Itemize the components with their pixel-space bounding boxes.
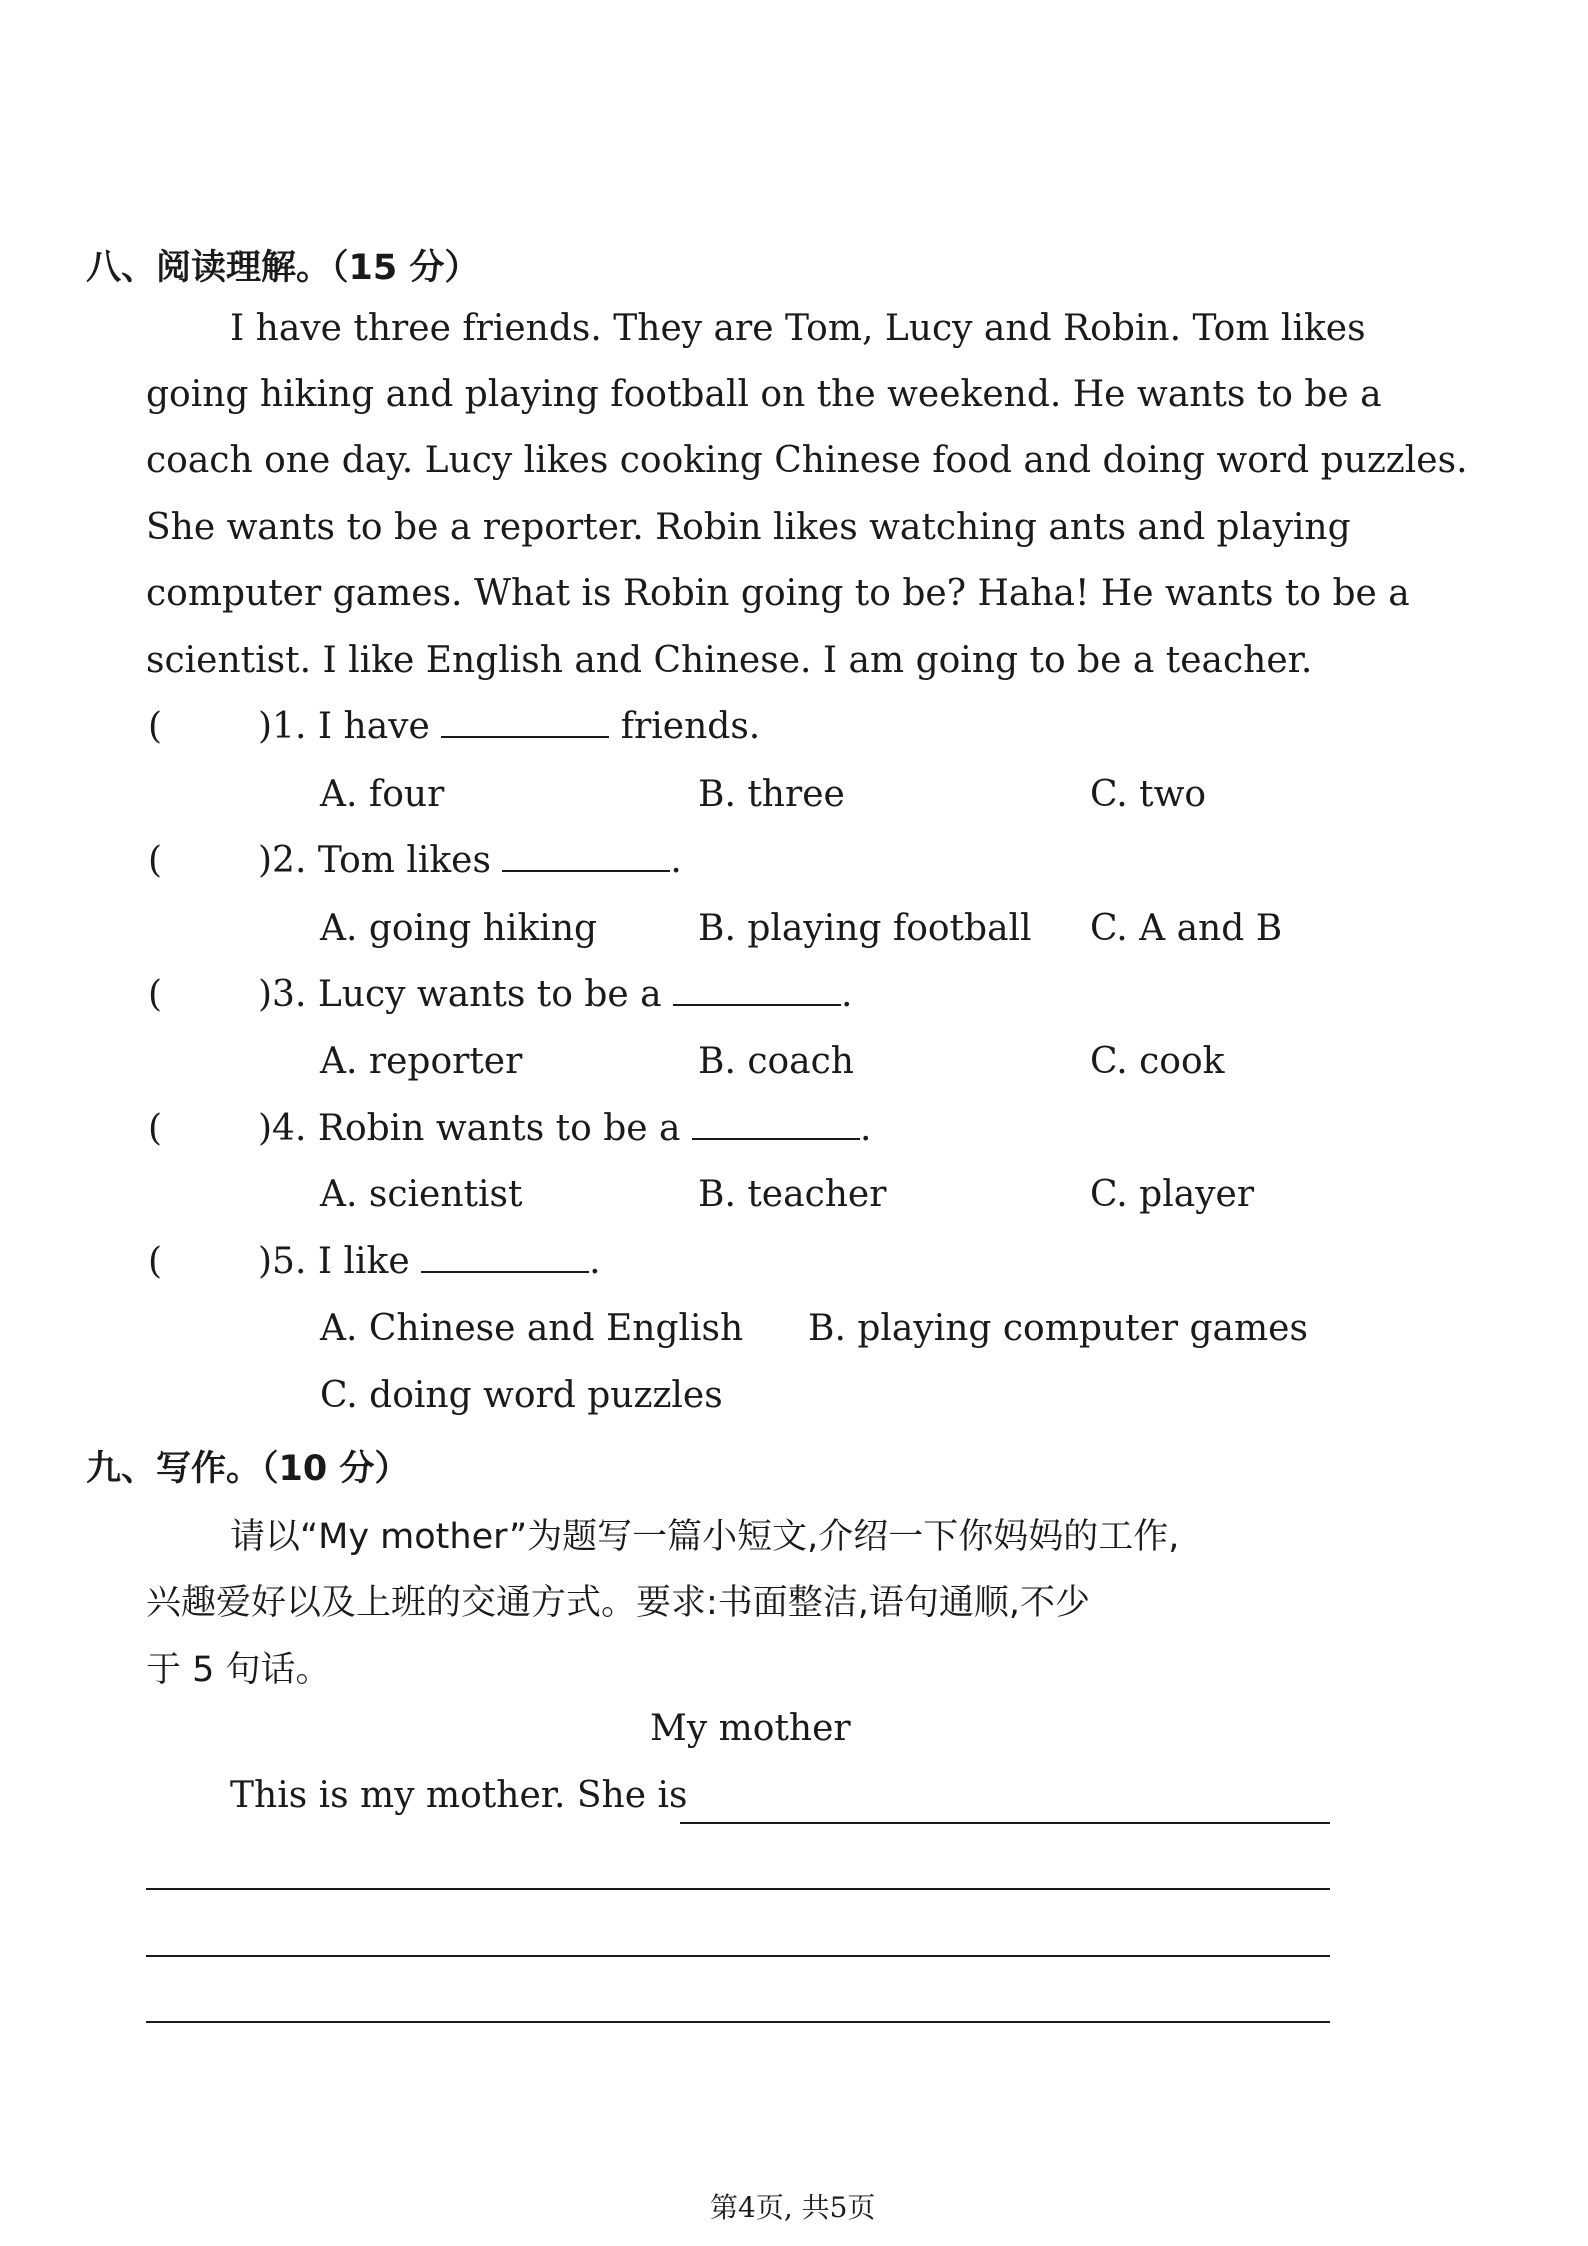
answer-paren-close: ) xyxy=(258,706,273,747)
fill-blank[interactable] xyxy=(421,1270,589,1273)
writing-line-2[interactable] xyxy=(146,1888,1330,1890)
question-number: 5. xyxy=(272,1241,307,1282)
answer-paren-open-2: ( xyxy=(148,840,163,881)
writing-line-3[interactable] xyxy=(146,1955,1330,1957)
question-text-post: friends. xyxy=(620,706,761,747)
answer-paren-close: ) xyxy=(258,1108,273,1149)
question-text-post: . xyxy=(859,1108,872,1149)
page-number: 第4页, 共5页 xyxy=(710,2191,876,2224)
option-c[interactable]: C. doing word puzzles xyxy=(320,1375,723,1416)
option-b[interactable]: B. three xyxy=(698,774,845,815)
option-b[interactable]: B. playing football xyxy=(698,908,1032,949)
option-b[interactable]: B. teacher xyxy=(698,1174,887,1215)
answer-blank-1[interactable] xyxy=(170,706,252,750)
answer-paren-open-4: ( xyxy=(148,1108,163,1149)
question-text: I like xyxy=(317,1241,410,1282)
option-a[interactable]: A. Chinese and English xyxy=(320,1308,744,1349)
question-text-post: . xyxy=(589,1241,601,1282)
option-b[interactable]: B. playing computer games xyxy=(808,1308,1308,1349)
question-number: 3. xyxy=(272,974,307,1015)
instruction-line-2: 兴趣爱好以及上班的交通方式。要求:书面整洁,语句通顺,不少 xyxy=(146,1583,1091,1623)
writing-line-4[interactable] xyxy=(146,2021,1330,2023)
fill-blank[interactable] xyxy=(441,735,609,738)
answer-blank-3[interactable] xyxy=(170,974,252,1018)
answer-paren-close: ) xyxy=(258,1241,273,1282)
fill-blank[interactable] xyxy=(502,869,670,872)
instruction-line-1: 请以“My mother”为题写一篇小短文,介绍一下你妈妈的工作, xyxy=(230,1517,1180,1557)
fill-blank[interactable] xyxy=(673,1003,841,1006)
question-number: 2. xyxy=(272,840,307,881)
option-b[interactable]: B. coach xyxy=(698,1041,854,1082)
answer-paren-open-1: ( xyxy=(148,706,163,747)
option-a[interactable]: A. scientist xyxy=(320,1174,523,1215)
question-text: Lucy wants to be a xyxy=(317,974,662,1015)
question-3-stem xyxy=(258,974,853,1015)
option-c[interactable]: C. cook xyxy=(1090,1041,1225,1082)
section-9-heading: 九、写作。（10 分） xyxy=(86,1449,410,1489)
question-text-post: . xyxy=(670,840,682,881)
answer-paren-open-5: ( xyxy=(148,1241,163,1282)
question-text-post: . xyxy=(841,974,853,1015)
passage-line-3: coach one day. Lucy likes cooking Chinese food and doing word puzzles. xyxy=(146,440,1468,481)
option-c[interactable]: C. player xyxy=(1090,1174,1255,1215)
question-text: Tom likes xyxy=(317,840,491,881)
fill-blank[interactable] xyxy=(692,1137,860,1140)
answer-blank-2[interactable] xyxy=(170,840,252,884)
option-a[interactable]: A. four xyxy=(320,774,445,815)
question-5-stem xyxy=(258,1241,601,1282)
question-text: I have xyxy=(317,706,430,747)
option-a[interactable]: A. going hiking xyxy=(320,908,598,949)
answer-paren-close: ) xyxy=(258,974,273,1015)
question-2-stem xyxy=(258,840,682,881)
option-c[interactable]: C. two xyxy=(1090,774,1207,815)
question-text: Robin wants to be a xyxy=(317,1108,681,1149)
question-number: 4. xyxy=(272,1108,307,1149)
passage-line-4: She wants to be a reporter. Robin likes watching ants and playing xyxy=(146,507,1351,548)
section-8-heading: 八、阅读理解。（15 分） xyxy=(86,248,480,288)
answer-paren-close: ) xyxy=(258,840,273,881)
question-4-stem xyxy=(258,1108,871,1149)
question-number: 1. xyxy=(272,706,307,747)
answer-paren-open-3: ( xyxy=(148,974,163,1015)
instruction-line-3: 于 5 句话。 xyxy=(146,1650,331,1690)
option-a[interactable]: A. reporter xyxy=(320,1041,523,1082)
answer-blank-4[interactable] xyxy=(170,1108,252,1152)
essay-starter: This is my mother. She is xyxy=(230,1775,688,1816)
question-1-stem xyxy=(258,706,760,747)
essay-title: My mother xyxy=(650,1708,851,1749)
passage-line-1: I have three friends. They are Tom, Lucy and Robin. Tom likes xyxy=(230,308,1366,349)
passage-line-6: scientist. I like English and Chinese. I am going to be a teacher. xyxy=(146,640,1313,681)
option-c[interactable]: C. A and B xyxy=(1090,908,1283,949)
answer-blank-5[interactable] xyxy=(170,1241,252,1285)
passage-line-2: going hiking and playing football on the weekend. He wants to be a xyxy=(146,374,1382,415)
passage-line-5: computer games. What is Robin going to be? Haha! He wants to be a xyxy=(146,573,1410,614)
writing-line-1[interactable] xyxy=(680,1822,1330,1824)
